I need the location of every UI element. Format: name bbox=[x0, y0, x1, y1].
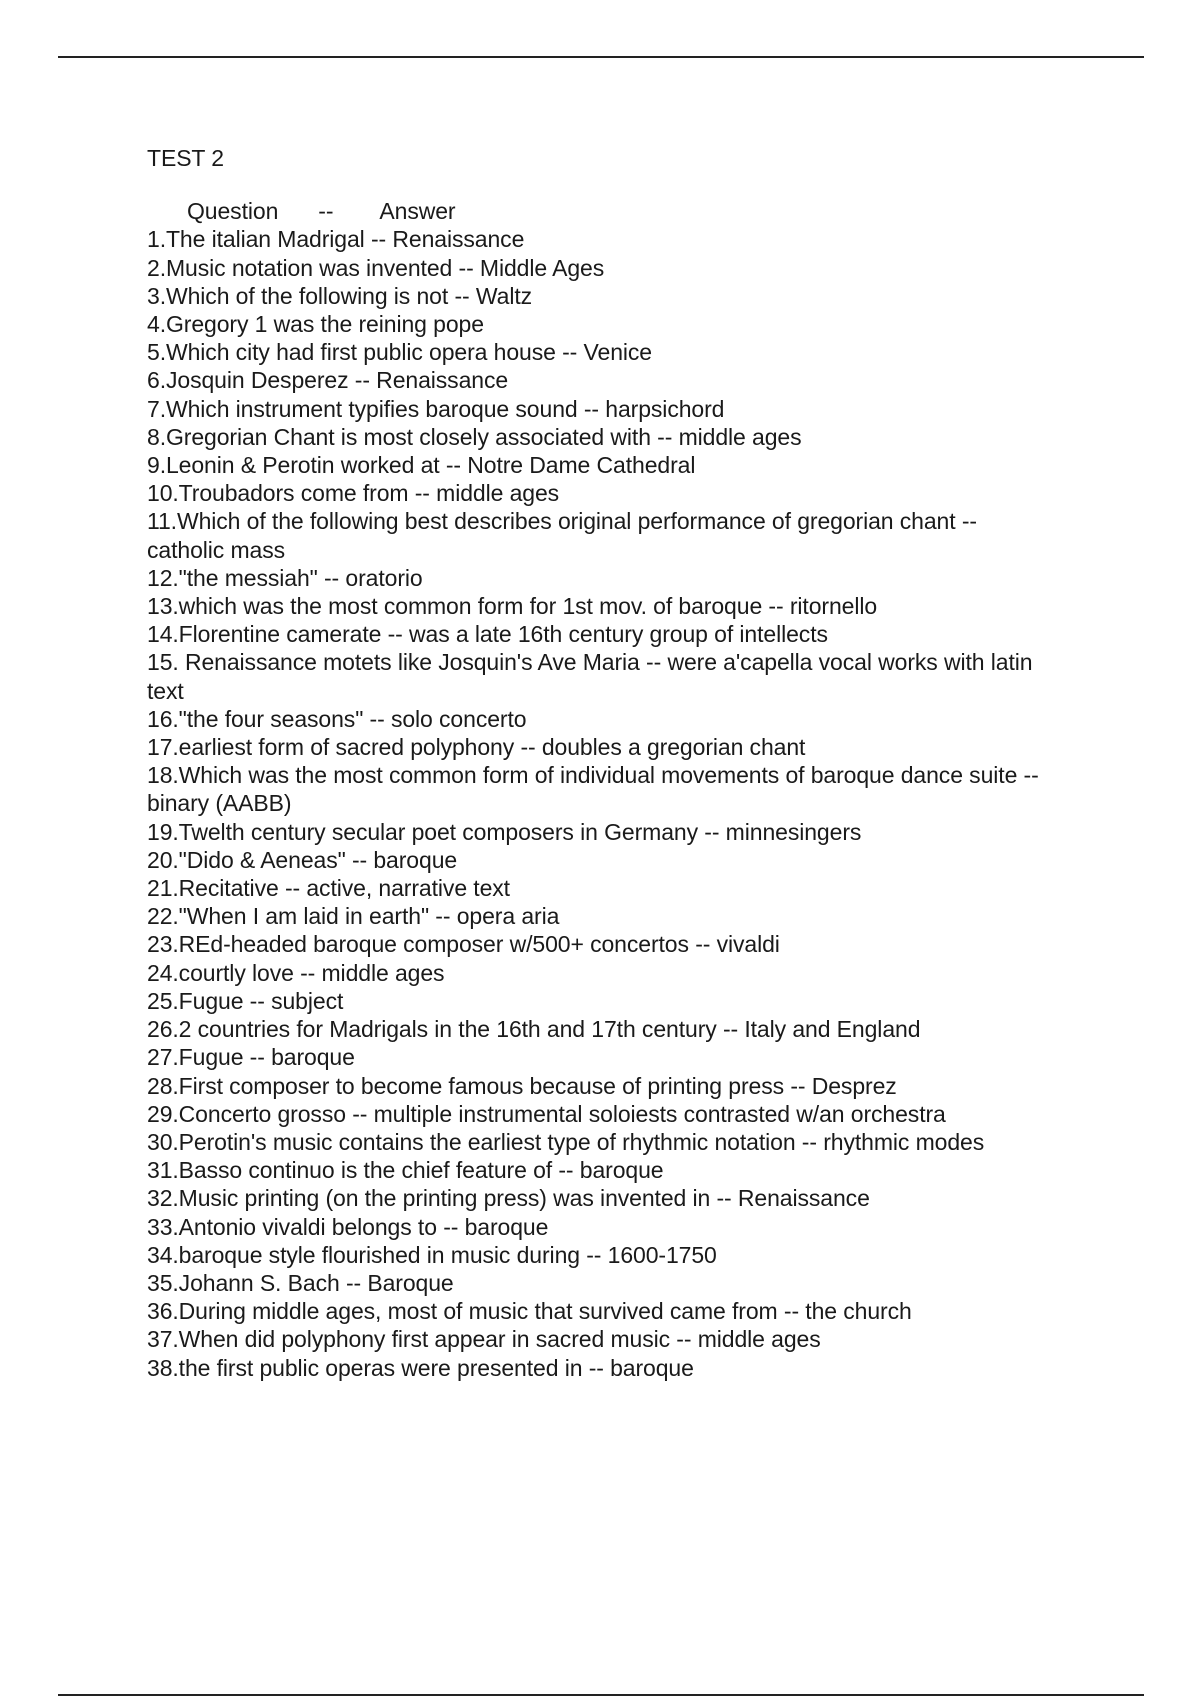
qa-item: 32.Music printing (on the printing press) was invented in -- Renaissance bbox=[147, 1185, 870, 1212]
qa-item: 20."Dido & Aeneas" -- baroque bbox=[147, 846, 458, 873]
top-divider bbox=[58, 56, 1144, 58]
qa-item: 10.Troubadors come from -- middle ages bbox=[147, 480, 560, 507]
qa-item: 35.Johann S. Bach -- Baroque bbox=[147, 1269, 454, 1296]
qa-item: 24.courtly love -- middle ages bbox=[147, 959, 445, 986]
qa-item: 38.the first public operas were presented in -- baroque bbox=[147, 1354, 694, 1381]
qa-item: 11.Which of the following best describes original performance of gregorian chant -- catholic mass bbox=[147, 508, 977, 563]
qa-item: 18.Which was the most common form of individual movements of baroque dance suite -- binary (AABB) bbox=[147, 762, 1039, 817]
qa-item: 13.which was the most common form for 1st mov. of baroque -- ritornello bbox=[147, 593, 878, 620]
qa-item: 4.Gregory 1 was the reining pope bbox=[147, 311, 484, 338]
qa-item: 29.Concerto grosso -- multiple instrumental soloiests contrasted w/an orchestra bbox=[147, 1100, 946, 1127]
qa-item: 33.Antonio vivaldi belongs to -- baroque bbox=[147, 1213, 549, 1240]
qa-item: 36.During middle ages, most of music that survived came from -- the church bbox=[147, 1298, 912, 1325]
qa-item: 34.baroque style flourished in music during -- 1600-1750 bbox=[147, 1241, 717, 1268]
qa-item: 37.When did polyphony first appear in sacred music -- middle ages bbox=[147, 1326, 821, 1353]
qa-item: 27.Fugue -- baroque bbox=[147, 1044, 355, 1071]
header-answer: Answer bbox=[379, 198, 456, 225]
page-title: TEST 2 bbox=[147, 145, 224, 171]
qa-item: 26.2 countries for Madrigals in the 16th and 17th century -- Italy and England bbox=[147, 1016, 921, 1043]
qa-item: 5.Which city had first public opera house -- Venice bbox=[147, 339, 652, 366]
bottom-divider bbox=[58, 1694, 1144, 1696]
qa-item: 3.Which of the following is not -- Waltz bbox=[147, 282, 533, 309]
qa-item: 1.The italian Madrigal -- Renaissance bbox=[147, 226, 525, 253]
qa-item: 7.Which instrument typifies baroque sound -- harpsichord bbox=[147, 395, 725, 422]
qa-item: 6.Josquin Desperez -- Renaissance bbox=[147, 367, 509, 394]
qa-item: 12."the messiah" -- oratorio bbox=[147, 564, 423, 591]
qa-item: 14.Florentine camerate -- was a late 16th century group of intellects bbox=[147, 621, 828, 648]
qa-item: 31.Basso continuo is the chief feature of -- baroque bbox=[147, 1157, 664, 1184]
qa-item: 19.Twelth century secular poet composers in Germany -- minnesingers bbox=[147, 818, 862, 845]
qa-item: 16."the four seasons" -- solo concerto bbox=[147, 705, 527, 732]
column-header bbox=[147, 197, 1047, 225]
header-separator: -- bbox=[318, 198, 334, 225]
qa-item: 28.First composer to become famous because of printing press -- Desprez bbox=[147, 1072, 897, 1099]
qa-item: 23.REd-headed baroque composer w/500+ concertos -- vivaldi bbox=[147, 931, 780, 958]
qa-item: 21.Recitative -- active, narrative text bbox=[147, 875, 510, 902]
qa-item: 9.Leonin & Perotin worked at -- Notre Dame Cathedral bbox=[147, 452, 696, 479]
qa-item: 8.Gregorian Chant is most closely associated with -- middle ages bbox=[147, 423, 802, 450]
qa-item: 15. Renaissance motets like Josquin's Ave Maria -- were a'capella vocal works with latin text bbox=[147, 649, 1033, 704]
qa-item: 25.Fugue -- subject bbox=[147, 987, 344, 1014]
qa-item: 22."When I am laid in earth" -- opera aria bbox=[147, 903, 560, 930]
document-body bbox=[147, 144, 1047, 1382]
qa-item: 17.earliest form of sacred polyphony -- doubles a gregorian chant bbox=[147, 734, 806, 761]
qa-item: 2.Music notation was invented -- Middle Ages bbox=[147, 254, 605, 281]
qa-list bbox=[147, 225, 1047, 1381]
qa-item: 30.Perotin's music contains the earliest type of rhythmic notation -- rhythmic modes bbox=[147, 1128, 985, 1155]
header-question: Question bbox=[187, 198, 279, 225]
